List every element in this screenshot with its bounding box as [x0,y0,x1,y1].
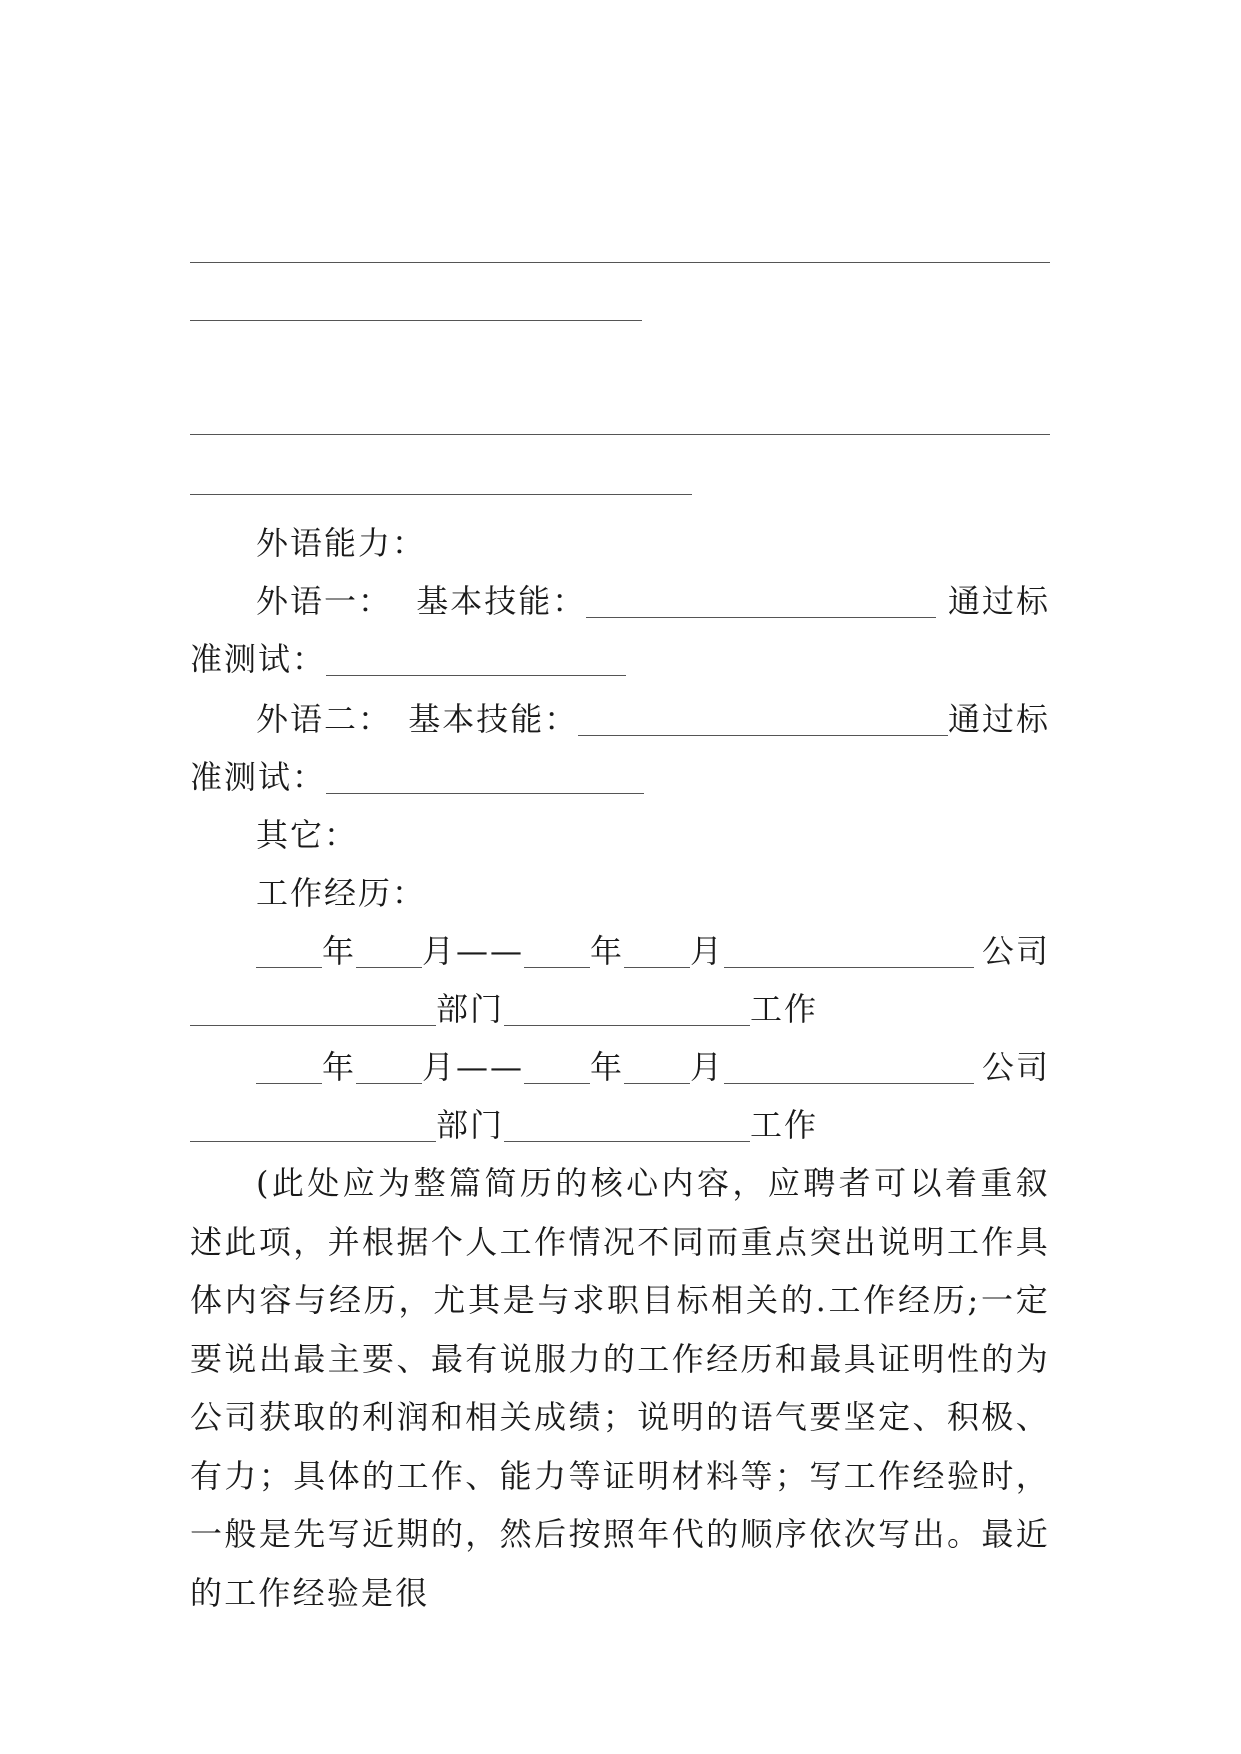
department-label: 部门 [436,1106,505,1144]
blank-rule [190,494,692,495]
blank-rule [190,320,642,321]
year-label: 年 [590,932,625,970]
department-blank[interactable] [190,1107,436,1142]
work-experience-label: 工作经历： [256,874,427,912]
basic-skill-blank[interactable] [578,701,948,736]
language-two-label: 外语二： [256,700,393,738]
start-month-blank[interactable] [356,933,422,968]
dash: —— [456,932,525,970]
month-label: 月 [422,932,457,970]
department-label: 部门 [436,990,505,1028]
other-label: 其它： [256,816,359,854]
year-label: 年 [322,932,357,970]
company-label: 公司 [981,1048,1050,1086]
basic-skill-label: 基本技能： [416,582,587,620]
dash: —— [456,1048,525,1086]
basic-skill-label: 基本技能： [408,700,579,738]
other-heading [256,806,1050,864]
month-label: 月 [690,1048,725,1086]
passed-standard-label: 准测试： [190,640,327,678]
month-label: 月 [690,932,725,970]
job-blank[interactable] [504,1107,750,1142]
work-experience-heading [256,864,1050,922]
language-two-test-row [190,748,1050,806]
company-blank[interactable] [724,1049,974,1084]
passed-standard-label: 准测试： [190,758,327,796]
company-blank[interactable] [724,933,974,968]
job-blank[interactable] [504,991,750,1026]
blank-rule [190,434,1050,435]
blank-rule [190,262,1050,263]
company-label: 公司 [981,932,1050,970]
work-entry-dept-row [190,980,1050,1038]
foreign-language-heading [256,514,1050,572]
year-label: 年 [322,1048,357,1086]
work-label: 工作 [750,990,819,1028]
work-entry-period-row [256,922,1050,980]
basic-skill-blank[interactable] [586,583,936,618]
year-label: 年 [590,1048,625,1086]
language-two-row [256,690,1050,748]
passed-standard-label: 通过标 [947,582,1050,620]
work-experience-description: (此处应为整篇简历的核心内容，应聘者可以着重叙述此项，并根据个人工作情况不同而重点突出说明工作具体内容与经历，尤其是与求职目标相关的.工作经历;一定要说出最主要、最有说服力的工作经历和最具证明性的为公司获取的利润和相关成绩；说明的语气要坚定、积极、有力；具体的工作、能力等证明材料等；写工作经验时，一般是先写近期的，然后按照年代的顺序依次写出。最近的工作经验是很 [190,1164,1050,1612]
passed-standard-label: 通过标 [947,700,1050,738]
language-one-row [256,572,1050,630]
work-entry-period-row [256,1038,1050,1096]
start-year-blank[interactable] [256,1049,322,1084]
standard-test-blank[interactable] [326,641,626,676]
end-month-blank[interactable] [624,1049,690,1084]
foreign-language-label: 外语能力： [256,524,427,562]
end-month-blank[interactable] [624,933,690,968]
standard-test-blank[interactable] [326,759,644,794]
language-one-test-row [190,630,1050,688]
end-year-blank[interactable] [524,933,590,968]
month-label: 月 [422,1048,457,1086]
end-year-blank[interactable] [524,1049,590,1084]
start-year-blank[interactable] [256,933,322,968]
department-blank[interactable] [190,991,436,1026]
start-month-blank[interactable] [356,1049,422,1084]
language-one-label: 外语一： [256,582,393,620]
work-entry-dept-row [190,1096,1050,1154]
work-label: 工作 [750,1106,819,1144]
